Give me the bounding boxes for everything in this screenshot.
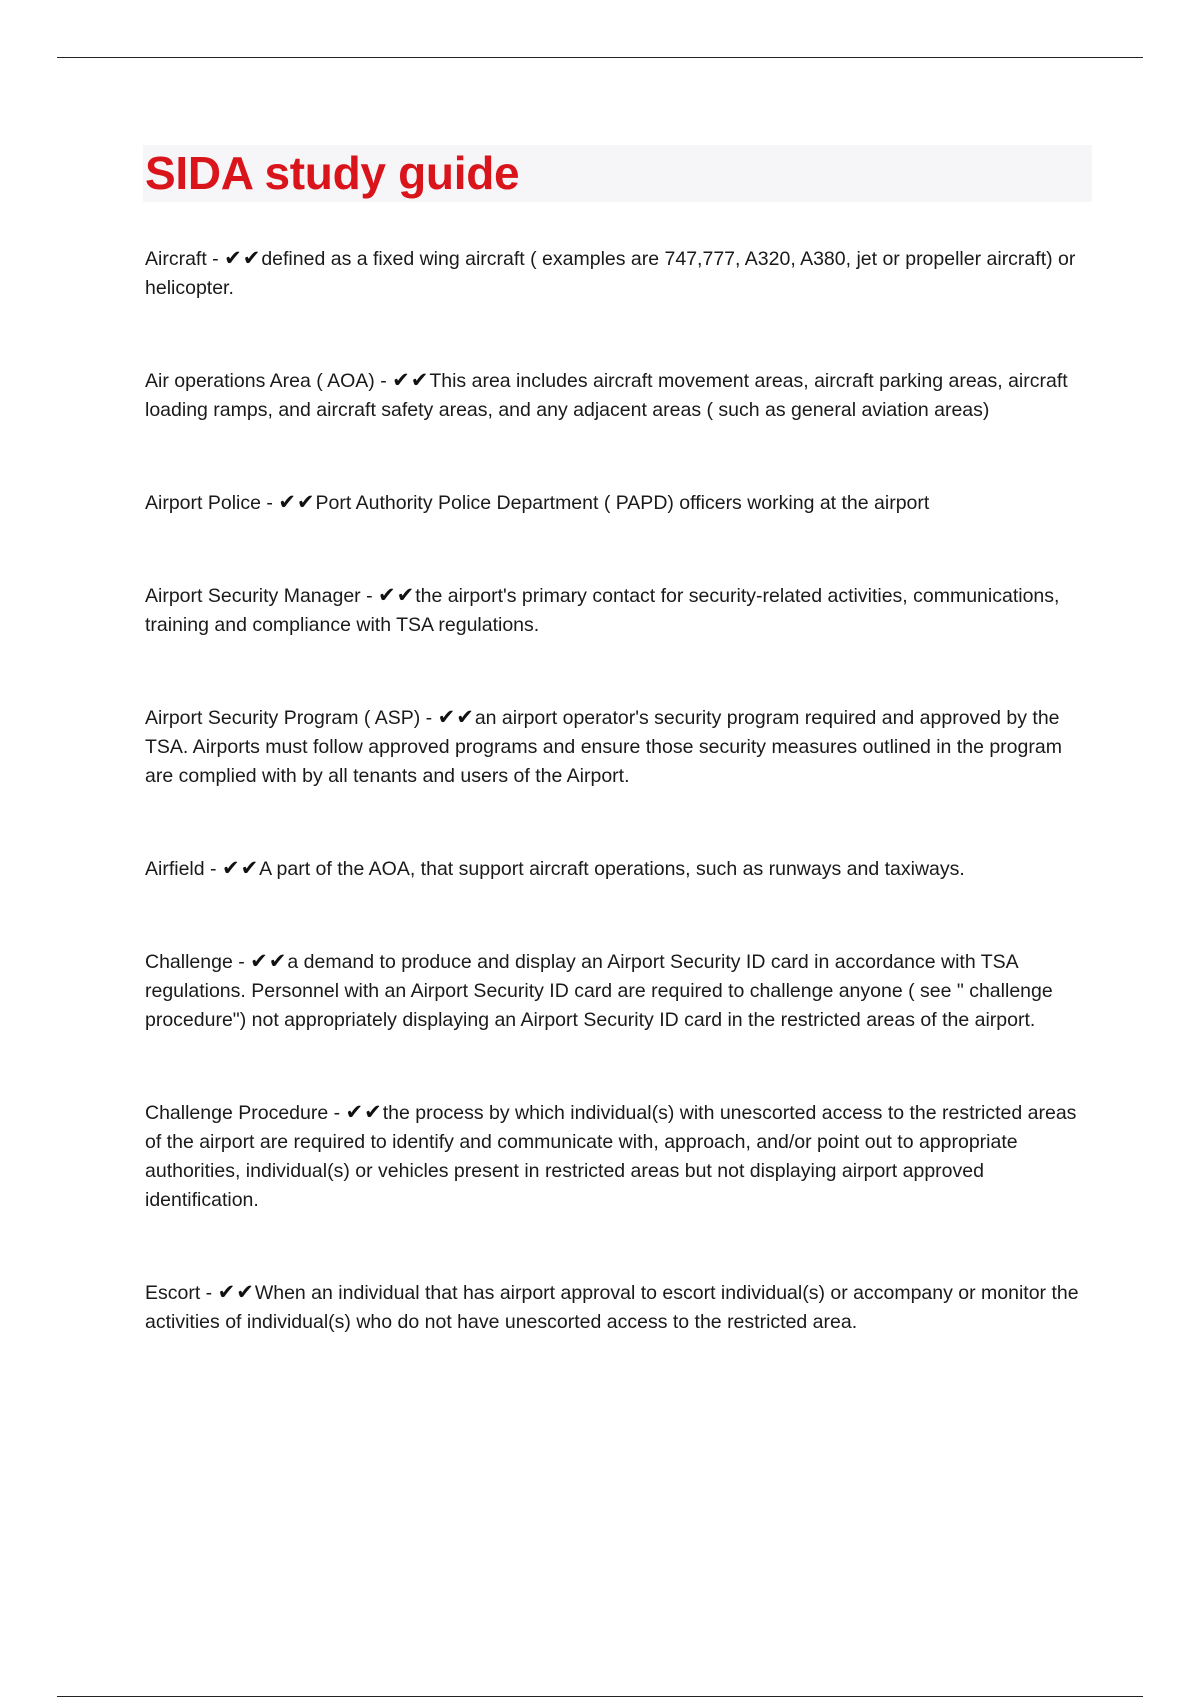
- entry-definition: A part of the AOA, that support aircraft operations, such as runways and taxiways.: [259, 858, 965, 880]
- entry-separator: -: [232, 951, 251, 973]
- check-icon: ✔: [345, 1100, 364, 1124]
- check-icon: ✔: [437, 705, 456, 729]
- document-title: SIDA study guide: [145, 147, 520, 199]
- entry-separator: -: [328, 1102, 346, 1124]
- entry-term: Escort: [145, 1282, 201, 1304]
- entry-term: Aircraft: [145, 248, 207, 270]
- entry-definition: This area includes aircraft movement areas, aircraft parking areas, aircraft loading ramps, and aircraft safety areas, and any adjacent areas ( such as general aviation areas): [145, 370, 1068, 421]
- entry-separator: -: [200, 1282, 218, 1304]
- check-icon: ✔: [217, 1280, 236, 1304]
- entry-definition: the process by which individual(s) with unescorted access to the restricted areas of the airport are required to identify and communicate with, approach, and/or point out to appropriate authorities, individual(s) or vehicles present in restricted areas but not displaying airport approved identification.: [145, 1102, 1077, 1211]
- entry-definition: defined as a fixed wing aircraft ( examples are 747,777, A320, A380, jet or propeller aircraft) or helicopter.: [145, 248, 1076, 299]
- entry-term: Airfield: [145, 858, 205, 880]
- entry-separator: -: [204, 858, 222, 880]
- glossary-entry: [145, 488, 1090, 518]
- glossary-entry: [145, 854, 1090, 884]
- check-icon: ✔: [278, 490, 296, 514]
- glossary-entry: [145, 947, 1090, 1035]
- check-icon: ✔: [250, 949, 268, 973]
- check-icon: ✔: [296, 490, 315, 514]
- check-icon: ✔: [456, 705, 474, 729]
- glossary-entry: [145, 703, 1090, 791]
- glossary-entry: [145, 366, 1090, 425]
- entry-term: Airport Police: [145, 492, 261, 514]
- glossary-entry: [145, 581, 1090, 640]
- entry-definition: When an individual that has airport approval to escort individual(s) or accompany or monitor the activities of individual(s) who do not have unescorted access to the restricted area.: [145, 1282, 1079, 1333]
- entry-separator: -: [374, 370, 393, 392]
- check-icon: ✔: [410, 368, 429, 392]
- entry-definition: Port Authority Police Department ( PAPD) officers working at the airport: [315, 492, 930, 514]
- entry-separator: -: [360, 585, 379, 607]
- glossary-entry: [145, 1278, 1090, 1337]
- check-icon: ✔: [221, 856, 240, 880]
- check-icon: ✔: [396, 583, 415, 607]
- entry-definition: an airport operator's security program required and approved by the TSA. Airports must follow approved programs and ensure those security measures outlined in the program are complied with by all tenants and users of the Airport.: [145, 707, 1062, 787]
- check-icon: ✔: [242, 246, 261, 270]
- entry-term: Airport Security Program ( ASP): [145, 707, 421, 729]
- entry-separator: -: [260, 492, 279, 514]
- entry-term: Challenge: [145, 951, 233, 973]
- top-rule: [57, 57, 1143, 58]
- entry-term: Airport Security Manager: [145, 585, 361, 607]
- entry-separator: -: [206, 248, 225, 270]
- check-icon: ✔: [236, 1280, 254, 1304]
- check-icon: ✔: [364, 1100, 382, 1124]
- entry-term: Challenge Procedure: [145, 1102, 329, 1124]
- check-icon: ✔: [240, 856, 259, 880]
- glossary: [145, 244, 1090, 1337]
- check-icon: ✔: [392, 368, 410, 392]
- check-icon: ✔: [224, 246, 242, 270]
- glossary-entry: [145, 244, 1090, 303]
- bottom-rule: [57, 1696, 1143, 1697]
- check-icon: ✔: [378, 583, 396, 607]
- entry-term: Air operations Area ( AOA): [145, 370, 375, 392]
- entry-definition: a demand to produce and display an Airport Security ID card in accordance with TSA regulations. Personnel with an Airport Security ID card are required to challenge anyone ( see " challenge procedure") not appropriately displaying an Airport Security ID card in the restricted areas of the airport.: [145, 951, 1053, 1031]
- entry-definition: the airport's primary contact for security-related activities, communications, training and compliance with TSA regulations.: [145, 585, 1060, 636]
- entry-separator: -: [420, 707, 438, 729]
- check-icon: ✔: [268, 949, 287, 973]
- glossary-entry: [145, 1098, 1090, 1215]
